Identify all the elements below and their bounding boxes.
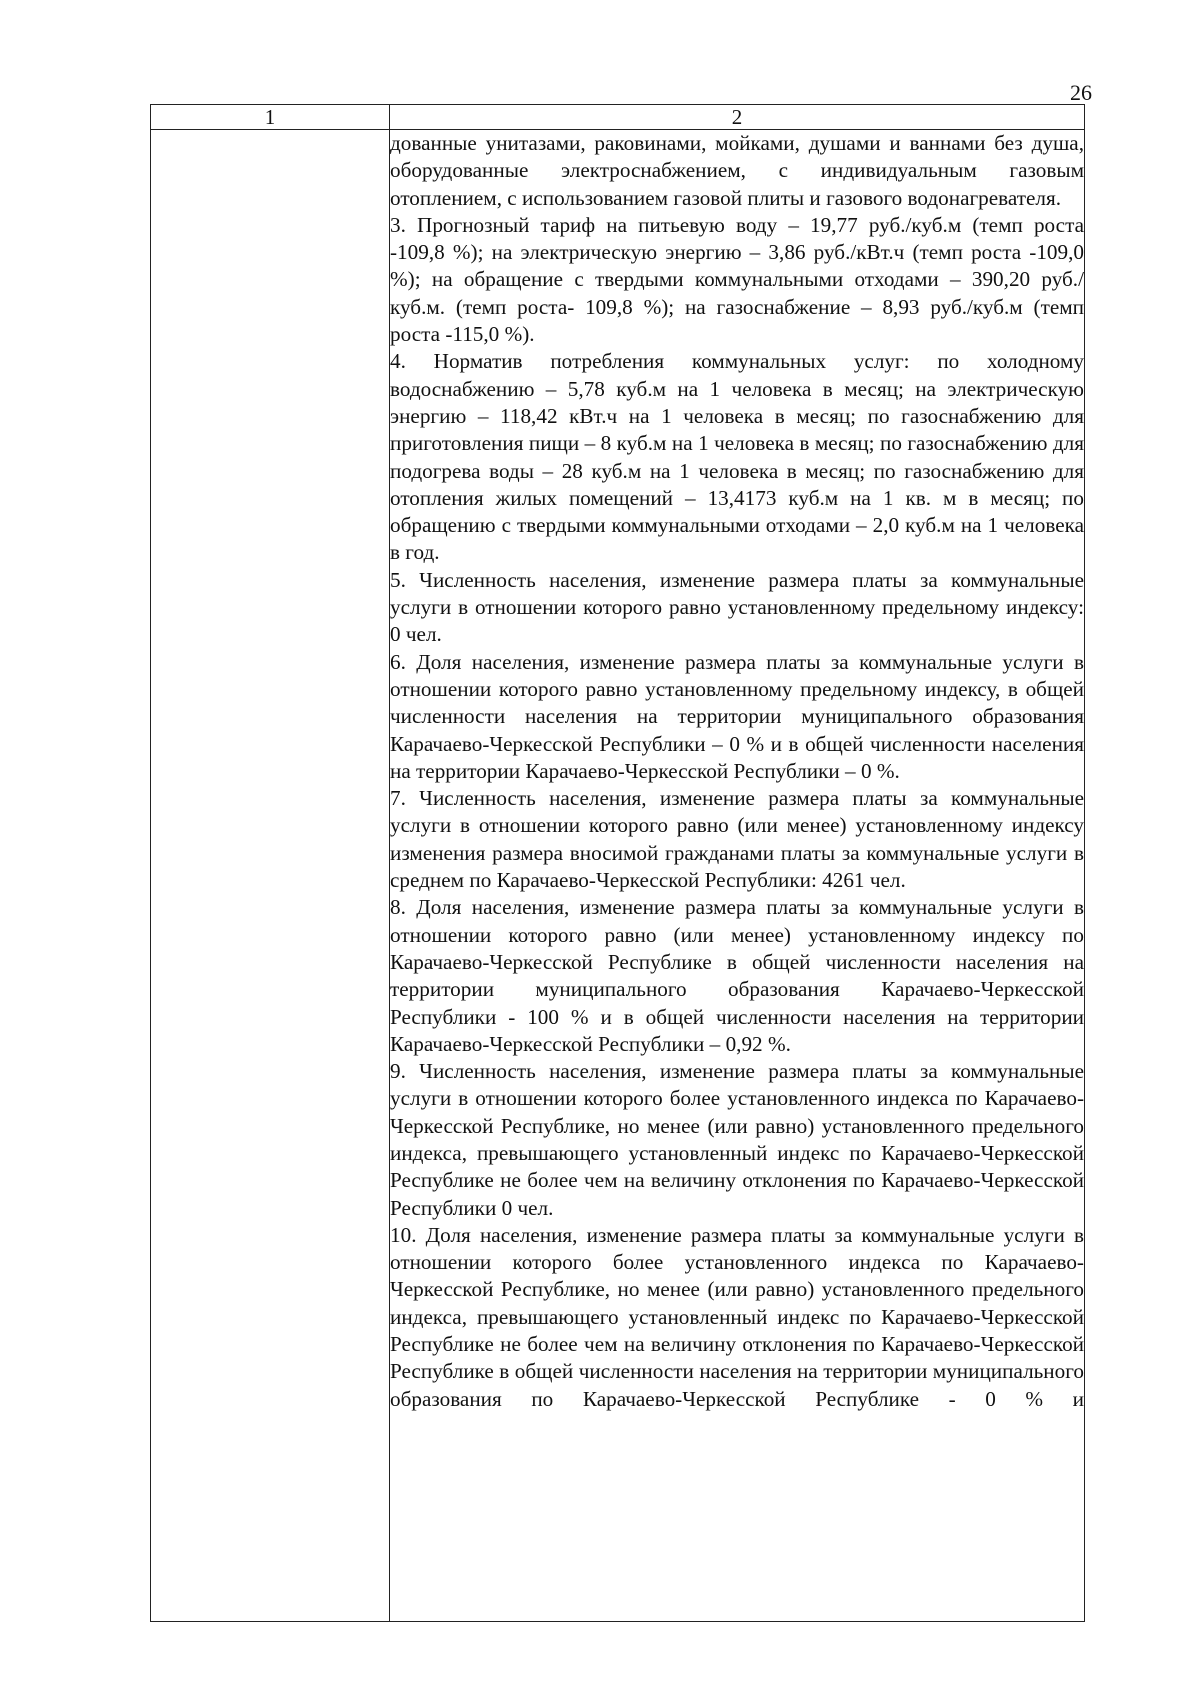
paragraph-continuation: дованные унитазами, раковинами, мойками, душами и ваннами без душа, оборудованные электроснабжением, с индивидуальным газовым отоплением, с использованием газовой плиты и газового водонагревателя.: [390, 131, 1084, 210]
document-table: [150, 104, 1085, 1622]
paragraph-item-9: 9. Численность населения, изменение размера платы за коммунальные услуги в отношении которого более установленного индекса по Карачаево-Черкесской Республике, но менее (или равно) установленного предельного индекса, превышающего установленный индекс по Карачаево-Черкесской Республике не более чем на величину отклонения по Карачаево-Черкесской Республики 0 чел.: [390, 1059, 1084, 1220]
paragraph-item-6: 6. Доля населения, изменение размера платы за коммунальные услуги в отношении которого равно установленному предельному индексу, в общей численности населения на территории муниципального образования Карачаево-Черкесской Республики – 0 % и в общей численности населения на территории Карачаево-Черкесской Республики – 0 %.: [390, 649, 1084, 783]
cell-text: [390, 130, 1084, 1413]
column-1-cell: [151, 130, 390, 1622]
paragraph-item-7: 7. Численность населения, изменение размера платы за коммунальные услуги в отношении которого равно (или менее) установленному индексу изменения размера вносимой гражданами платы за коммунальные услуги в среднем по Карачаево-Черкесской Республики: 4261 чел.: [390, 786, 1084, 893]
paragraph-item-10: 10. Доля населения, изменение размера платы за коммунальные услуги в отношении которого более установленного индекса по Карачаево-Черкесской Республике, но менее (или равно) установленного предельного индекса, превышающего установленный индекс по Карачаево-Черкесской Республике не более чем на величину отклонения по Карачаево-Черкесской Республике в общей численности населения на территории муниципального образования по Карачаево-Черкесской Республике - 0 % и: [390, 1222, 1084, 1411]
table-header-row: [151, 105, 1085, 130]
paragraph-item-4: 4. Норматив потребления коммунальных услуг: по холодному водоснабжению – 5,78 куб.м на 1 человека в месяц; на электрическую энергию – 118,42 кВт.ч на 1 человека в месяц; по газоснабжению для приготовления пищи – 8 куб.м на 1 человека в месяц; по газоснабжению для подогрева воды – 28 куб.м на 1 человека в месяц; по газоснабжению для отопления жилых помещений – 13,4173 куб.м на 1 кв. м в месяц; по обращению с твердыми коммунальными отходами – 2,0 куб.м на 1 человека в год.: [390, 349, 1084, 565]
page-number: 26: [1070, 80, 1092, 105]
column-1-header: 1: [151, 105, 390, 130]
paragraph-item-8: 8. Доля населения, изменение размера платы за коммунальные услуги в отношении которого равно (или менее) установленному индексу по Карачаево-Черкесской Республике в общей численности населения на территории муниципального образования Карачаево-Черкесской Республики - 100 % и в общей численности населения на территории Карачаево-Черкесской Республики – 0,92 %.: [390, 895, 1084, 1056]
paragraph-item-3: 3. Прогнозный тариф на питьевую воду – 19,77 руб./куб.м (темп роста -109,8 %); на электрическую энергию – 3,86 руб./кВт.ч (темп роста -109,0 %); на обращение с твердыми коммунальными отходами – 390,20 руб./куб.м. (темп роста- 109,8 %); на газоснабжение – 8,93 руб./куб.м (темп роста -115,0 %).: [390, 212, 1084, 347]
column-2-cell: [390, 130, 1085, 1622]
paragraph-item-5: 5. Численность населения, изменение размера платы за коммунальные услуги в отношении которого равно установленному предельному индексу: 0 чел.: [390, 567, 1084, 647]
column-2-header: 2: [390, 105, 1085, 130]
table-row: [151, 130, 1085, 1622]
